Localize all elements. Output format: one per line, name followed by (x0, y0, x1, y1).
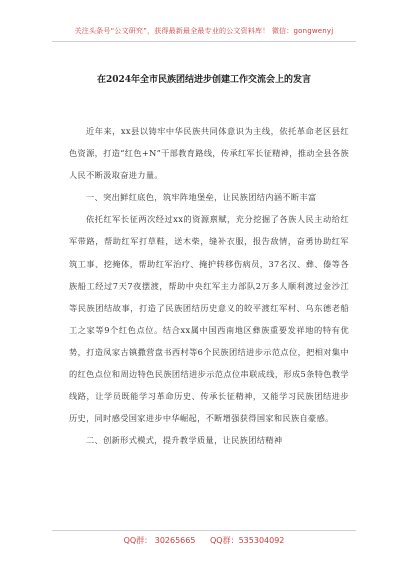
footer-qq-group-1: QQ群： 30265665 (123, 536, 196, 545)
footer-qq-group-2: QQ群：535304092 (210, 536, 285, 545)
section-heading-1: 一、突出鲜红底色，筑牢阵地堡垒，让民族团结内涵不断丰富 (86, 192, 317, 203)
paragraph-intro: 近年来，xx县以铸牢中华民族共同体意识为主线，依托革命老区县红色资源，打造“红色+N”干部教育路线，传承红军长征精神，推动全县各族人民不断汲取奋进力量。 (69, 126, 349, 181)
header-divider (52, 41, 356, 42)
footer-divider (52, 530, 356, 531)
document-title: 在2024年全市民族团结进步创建工作交流会上的发言 (96, 75, 312, 85)
paragraph-section-1: 依托红军长征两次经过xx的资源禀赋，充分挖掘了各族人民主动给红军带路，帮助红军打草鞋，送木柴，缝补衣服，报告敌情，奋勇协助红军筑工事、挖掩体，帮助红军治疗、掩护转移伤病员，37名汉、彝、傣等各族船工经过7天7夜摆渡，帮助中央红军主力部队2万多人顺利渡过金沙江等民族团结故事，打造了民族团结历史意义的皎平渡红军村、乌东德老船工之家等9个红色点位。结合xx属中国西南地区彝族重要发祥地的特有优势，打造凤家古镇撒营盘书西村等6个民族团结进步示范点位，把相对集中的红色点位和周边特色民族团结进步示范点位串联成线，形成5条特色教学线路，让学员既能学习革命历史、传承长征精神，又能学习民族团结进步历史，同时感受国家进步中华崛起，不断增强获得国家和民族自豪感。 (69, 214, 349, 424)
header-note: 关注头条号“公文研究”，获得最新最全最专业的公文资料库！ 微信：gongwenyj (74, 27, 334, 35)
document-body (69, 120, 349, 451)
section-heading-2: 二、创新形式模式，提升教学质量，让民族团结精神 (86, 435, 283, 446)
footer (0, 535, 408, 546)
